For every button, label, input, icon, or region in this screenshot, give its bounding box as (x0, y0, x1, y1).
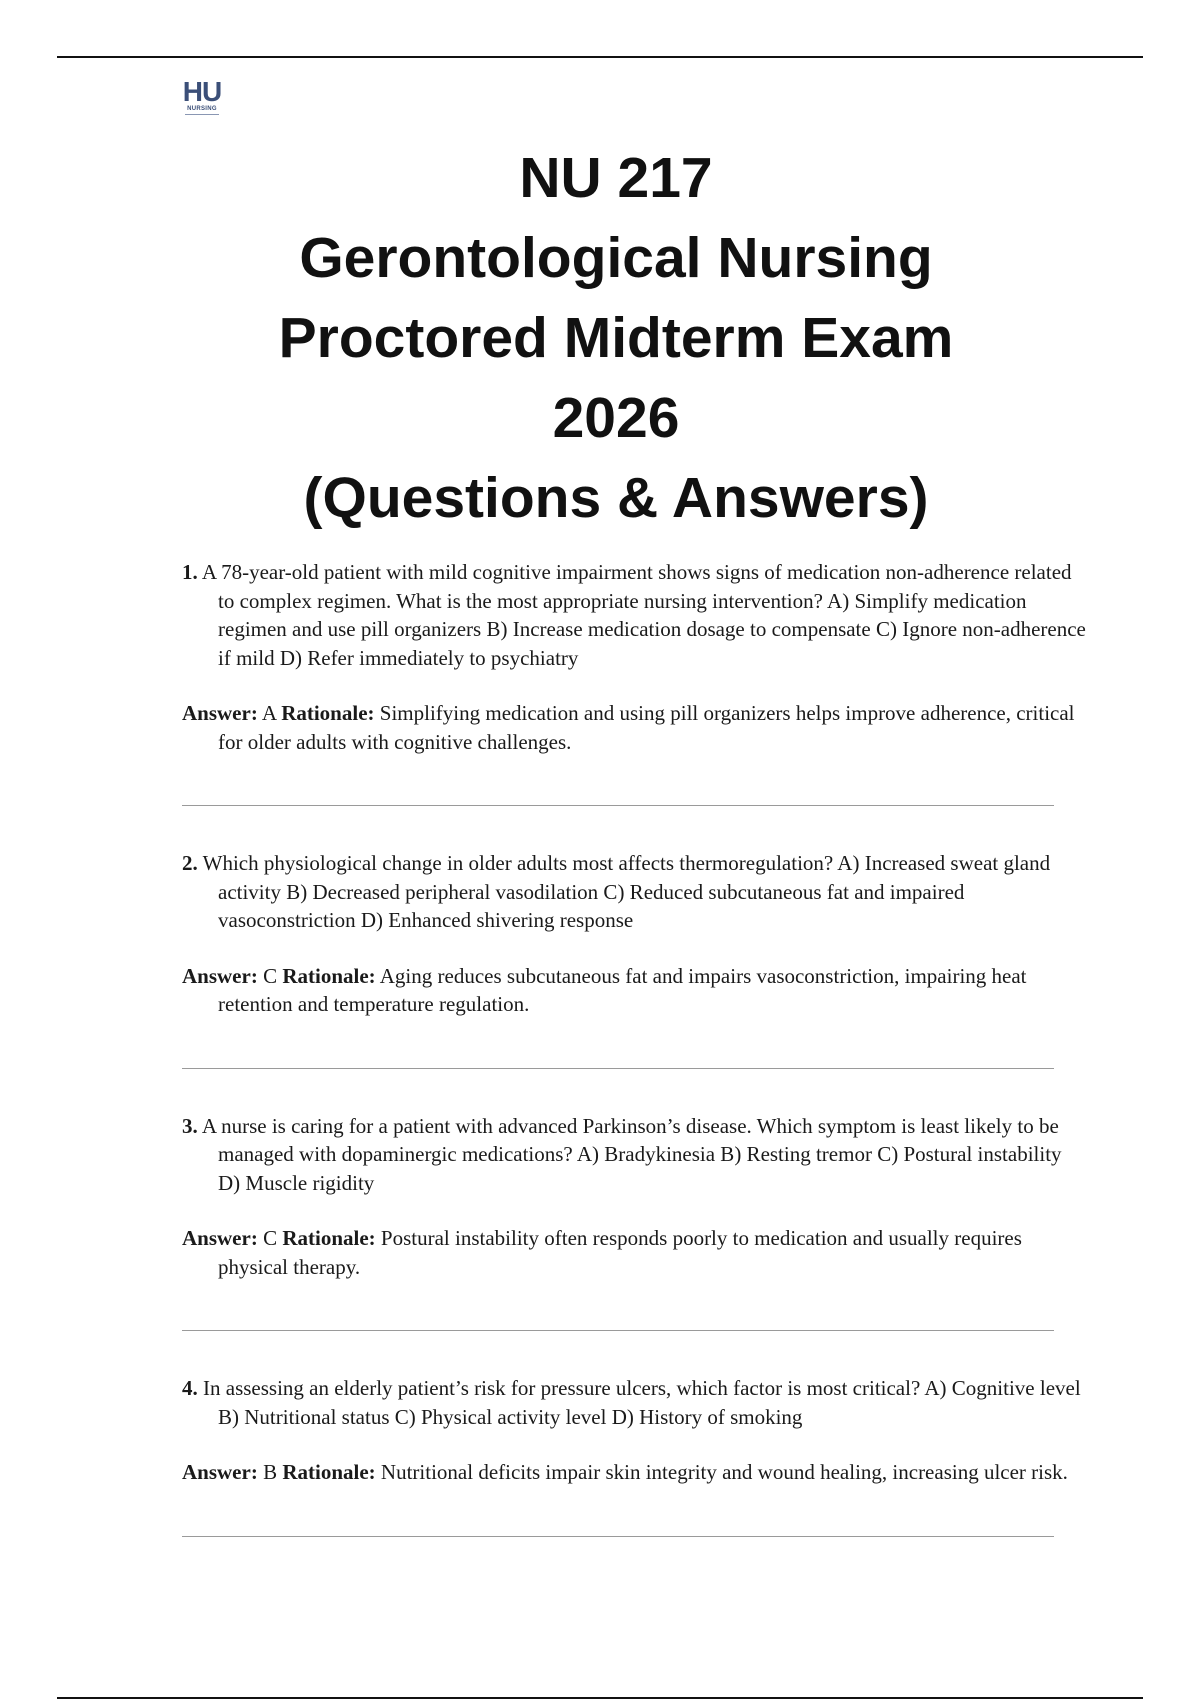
rationale-body: Postural instability often responds poorly to medication and usually requires physical therapy. (218, 1226, 1022, 1279)
logo-mark: HU (182, 76, 222, 107)
title-line-subject: Gerontological Nursing (299, 226, 933, 290)
separator-rule (182, 1068, 1054, 1069)
answer-text (182, 699, 1088, 756)
title-line-qa: (Questions & Answers) (303, 466, 929, 530)
separator-rule (182, 805, 1054, 806)
title-line-exam: Proctored Midterm Exam (278, 306, 954, 370)
separator-rule (182, 1536, 1054, 1537)
rationale-body: Nutritional deficits impair skin integrity and wound healing, increasing ulcer risk. (380, 1460, 1068, 1484)
bottom-rule (57, 1697, 1143, 1699)
title-line-year: 2026 (552, 386, 680, 450)
answer-text (182, 962, 1088, 1019)
question-body: A nurse is caring for a patient with advanced Parkinson’s disease. Which symptom is least likely to be managed with dopaminergic medications? A) Bradykinesia B) Resting tremor C) Postural instability D) Muscle rigidity (201, 1113, 1062, 1195)
question-body: A 78-year-old patient with mild cognitive impairment shows signs of medication non-adherence related to complex regimen. What is the most appropriate nursing intervention? A) Simplify medication regimen and use pill organizers B) Increase medication dosage to compensate C) Ignore non-adherence if mild D) Refer immediately to psychiatry (201, 560, 1086, 670)
question-block (182, 1374, 1088, 1537)
question-body: In assessing an elderly patient’s risk for pressure ulcers, which factor is most critical? A) Cognitive level B) Nutritional status C) Physical activity level D) History of smoking (203, 1376, 1081, 1429)
question-text (182, 558, 1088, 672)
answer-label: Answer: (182, 1460, 258, 1484)
rationale-body: Simplifying medication and using pill organizers helps improve adherence, critical for older adults with cognitive challenges. (218, 701, 1075, 754)
question-block (182, 849, 1088, 1069)
rationale-label: Rationale: (282, 963, 376, 988)
question-list (182, 558, 1088, 1580)
question-text (182, 1112, 1088, 1198)
rationale-label: Rationale: (282, 1460, 376, 1484)
title-line-course: NU 217 (519, 146, 713, 210)
question-text (182, 849, 1088, 935)
question-body: Which physiological change in older adults most affects thermoregulation? A) Increased sweat gland activity B) Decreased peripheral vasodilation C) Reduced subcutaneous fat and impaired vasoconstriction D) Enhanced shivering response (202, 851, 1051, 932)
question-number: 3. (182, 1113, 198, 1138)
answer-value: B (263, 1460, 278, 1484)
logo (178, 78, 226, 124)
document-title (100, 138, 1132, 538)
top-rule (57, 56, 1143, 58)
rationale-body: Aging reduces subcutaneous fat and impairs vasoconstriction, impairing heat retention and temperature regulation. (218, 963, 1027, 1016)
answer-value: C (263, 963, 278, 988)
answer-value: C (263, 1226, 278, 1250)
logo-subtitle: NURSING (187, 106, 217, 112)
separator-rule (182, 1330, 1054, 1331)
rationale-label: Rationale: (282, 1226, 376, 1250)
question-number: 4. (182, 1376, 198, 1400)
answer-text (182, 1458, 1088, 1487)
question-number: 2. (182, 851, 198, 875)
question-number: 1. (182, 560, 198, 584)
question-block (182, 1112, 1088, 1332)
logo-underline (185, 114, 219, 117)
answer-text (182, 1224, 1088, 1281)
answer-label: Answer: (182, 701, 258, 725)
answer-value: A (261, 701, 276, 725)
rationale-label: Rationale: (281, 701, 375, 725)
answer-label: Answer: (182, 1226, 258, 1250)
question-text (182, 1374, 1088, 1431)
question-block (182, 558, 1088, 806)
answer-label: Answer: (182, 963, 258, 988)
